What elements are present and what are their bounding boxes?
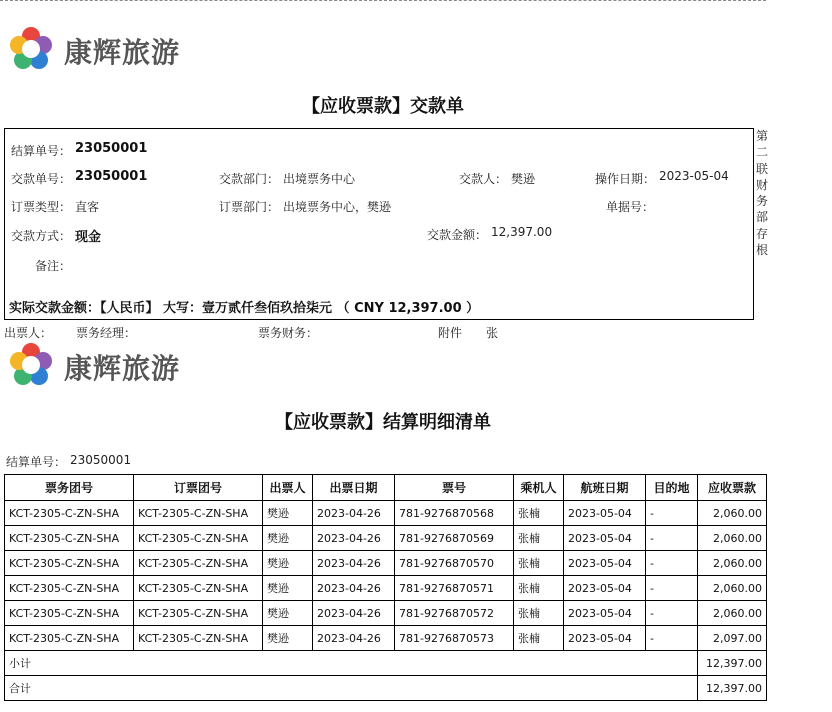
order-group-no-cell: KCT-2305-C-ZN-SHA — [134, 626, 263, 651]
ticket-no-cell: 781-9276870570 — [395, 551, 514, 576]
ticket-no-cell: 781-9276870572 — [395, 601, 514, 626]
column-header: 目的地 — [646, 475, 698, 501]
order-group-no-cell: KCT-2305-C-ZN-SHA — [134, 601, 263, 626]
pay-no-label: 交款单号： — [11, 172, 72, 186]
passenger-cell: 张楠 — [514, 501, 564, 526]
payer-label: 交款人： — [459, 172, 508, 186]
issuer-cell: 樊逊 — [263, 526, 313, 551]
slip-title: 【应收票款】交款单 — [302, 96, 464, 117]
company-logo — [6, 340, 206, 390]
flight-date-cell: 2023-05-04 — [564, 626, 646, 651]
receivable-cell: 2,060.00 — [698, 551, 767, 576]
total-label: 合计 — [5, 676, 698, 701]
column-header: 票号 — [395, 475, 514, 501]
column-header: 应收票款 — [698, 475, 767, 501]
receivable-cell: 2,060.00 — [698, 601, 767, 626]
passenger-cell: 张楠 — [514, 601, 564, 626]
detail-settle-no-value: 23050001 — [70, 453, 132, 467]
amount-label: 交款金额： — [427, 228, 488, 242]
destination-cell: - — [646, 501, 698, 526]
total-row — [5, 676, 767, 701]
op-date-label: 操作日期： — [595, 172, 656, 186]
amount-value: 12,397.00 — [491, 225, 553, 239]
order-group-no-cell: KCT-2305-C-ZN-SHA — [134, 576, 263, 601]
flight-date-cell: 2023-05-04 — [564, 551, 646, 576]
issuer-cell: 樊逊 — [263, 576, 313, 601]
flight-date-cell: 2023-05-04 — [564, 526, 646, 551]
receivable-cell: 2,097.00 — [698, 626, 767, 651]
page-top-divider — [0, 0, 766, 1]
table-header-row — [5, 475, 767, 501]
column-header: 订票团号 — [134, 475, 263, 501]
settlement-detail-table — [4, 474, 767, 701]
ticket-no-cell: 781-9276870568 — [395, 501, 514, 526]
table-row — [5, 501, 767, 526]
pay-no-value: 23050001 — [75, 169, 148, 184]
issue-date-cell: 2023-04-26 — [313, 551, 395, 576]
order-group-no-cell: KCT-2305-C-ZN-SHA — [134, 501, 263, 526]
pay-method-value: 现金 — [75, 230, 102, 245]
company-name: 康辉旅游 — [64, 36, 181, 69]
actual-amount: 实际交款金额：【人民币】 大写：壹万贰仟叁佰玖拾柒元 （ CNY 12,397.00 ） — [9, 301, 480, 316]
receivable-cell: 2,060.00 — [698, 501, 767, 526]
ticket-no-cell: 781-9276870571 — [395, 576, 514, 601]
subtotal-value: 12,397.00 — [698, 651, 767, 676]
flight-date-cell: 2023-05-04 — [564, 576, 646, 601]
destination-cell: - — [646, 601, 698, 626]
receivable-cell: 2,060.00 — [698, 576, 767, 601]
table-row — [5, 626, 767, 651]
payer-value: 樊逊 — [511, 172, 536, 186]
order-dept-value: 出境票务中心，樊逊 — [283, 200, 392, 214]
company-name: 康辉旅游 — [64, 352, 181, 385]
attachment-sheets: 张 — [486, 326, 499, 340]
attachment-label: 附件 — [438, 326, 463, 340]
column-header: 航班日期 — [564, 475, 646, 501]
flight-date-cell: 2023-05-04 — [564, 501, 646, 526]
pay-dept-label: 交款部门： — [219, 172, 280, 186]
order-type-value: 直客 — [75, 200, 100, 214]
issuer-cell: 樊逊 — [263, 551, 313, 576]
flower-logo-icon — [6, 24, 56, 74]
settle-no-value: 23050001 — [75, 141, 148, 156]
issue-date-cell: 2023-04-26 — [313, 601, 395, 626]
issue-date-cell: 2023-04-26 — [313, 526, 395, 551]
receivable-cell: 2,060.00 — [698, 526, 767, 551]
column-header: 乘机人 — [514, 475, 564, 501]
ticket-group-no-cell: KCT-2305-C-ZN-SHA — [5, 501, 134, 526]
ticket-no-cell: 781-9276870569 — [395, 526, 514, 551]
settle-no-label: 结算单号： — [11, 144, 72, 158]
ticket-group-no-cell: KCT-2305-C-ZN-SHA — [5, 576, 134, 601]
flight-date-cell: 2023-05-04 — [564, 601, 646, 626]
issuer-cell: 樊逊 — [263, 601, 313, 626]
order-dept-label: 订票部门： — [219, 200, 280, 214]
issuer-cell: 樊逊 — [263, 626, 313, 651]
ticket-no-cell: 781-9276870573 — [395, 626, 514, 651]
passenger-cell: 张楠 — [514, 551, 564, 576]
ticket-group-no-cell: KCT-2305-C-ZN-SHA — [5, 626, 134, 651]
table-row — [5, 576, 767, 601]
passenger-cell: 张楠 — [514, 576, 564, 601]
order-group-no-cell: KCT-2305-C-ZN-SHA — [134, 551, 263, 576]
destination-cell: - — [646, 551, 698, 576]
detail-title: 【应收票款】结算明细清单 — [275, 412, 491, 433]
table-row — [5, 551, 767, 576]
ticket-group-no-cell: KCT-2305-C-ZN-SHA — [5, 551, 134, 576]
ticket-group-no-cell: KCT-2305-C-ZN-SHA — [5, 601, 134, 626]
company-logo — [6, 24, 206, 74]
detail-settle-no-label: 结算单号： — [6, 455, 67, 469]
order-group-no-cell: KCT-2305-C-ZN-SHA — [134, 526, 263, 551]
finance-sign: 票务财务： — [258, 326, 319, 340]
destination-cell: - — [646, 626, 698, 651]
doc-no-label: 单据号： — [606, 200, 655, 214]
op-date-value: 2023-05-04 — [659, 169, 729, 183]
issuer-cell: 樊逊 — [263, 501, 313, 526]
passenger-cell: 张楠 — [514, 626, 564, 651]
table-row — [5, 601, 767, 626]
passenger-cell: 张楠 — [514, 526, 564, 551]
ticket-group-no-cell: KCT-2305-C-ZN-SHA — [5, 526, 134, 551]
copy-stub-note: 第二联财务部存根 — [756, 129, 769, 258]
destination-cell: - — [646, 576, 698, 601]
issuer-sign: 出票人： — [4, 326, 53, 340]
column-header: 出票日期 — [313, 475, 395, 501]
issue-date-cell: 2023-04-26 — [313, 501, 395, 526]
flower-logo-icon — [6, 340, 56, 390]
remark-label: 备注： — [35, 259, 72, 273]
order-type-label: 订票类型： — [11, 200, 72, 214]
pay-method-label: 交款方式： — [11, 229, 72, 243]
total-value: 12,397.00 — [698, 676, 767, 701]
payment-slip — [4, 128, 754, 320]
column-header: 出票人 — [263, 475, 313, 501]
issue-date-cell: 2023-04-26 — [313, 576, 395, 601]
destination-cell: - — [646, 526, 698, 551]
pay-dept-value: 出境票务中心 — [283, 172, 356, 186]
column-header: 票务团号 — [5, 475, 134, 501]
manager-sign: 票务经理： — [76, 326, 137, 340]
subtotal-row — [5, 651, 767, 676]
issue-date-cell: 2023-04-26 — [313, 626, 395, 651]
subtotal-label: 小计 — [5, 651, 698, 676]
table-row — [5, 526, 767, 551]
